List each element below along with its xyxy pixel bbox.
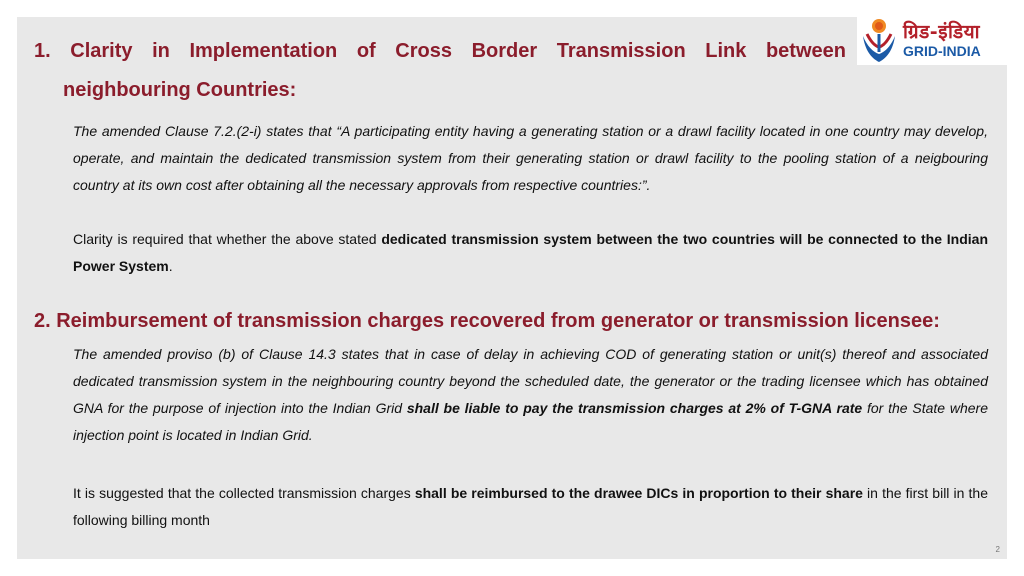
grid-india-logo: [857, 15, 1007, 65]
section1-clarity-paragraph: [73, 226, 988, 280]
heading-word: Clarity: [70, 40, 133, 62]
text-run: The amended proviso (b) of Clause 14.3 states that in case of delay in achieving COD of generating station or unit(s) thereof and associated dedicated transmission system in the neighbouring country beyond the scheduled date, the generator or the trading licensee which has obtained GNA for the purpose of injection into the Indian Grid: [73, 346, 988, 416]
heading-word: Implementation: [189, 40, 338, 62]
emphasis-text: shall be reimbursed to the drawee DICs in proportion to their share: [414, 485, 863, 501]
logo-english-text: GRID-INDIA: [903, 42, 981, 59]
text-run: for the State where injection point is located in Indian Grid.: [73, 400, 988, 443]
grid-india-emblem-icon: [857, 16, 901, 64]
heading-word: Cross: [395, 40, 452, 62]
text-run: in the first bill in the following billing month: [73, 485, 988, 528]
heading-word: Border: [471, 40, 538, 62]
heading-word: Transmission: [556, 40, 686, 62]
text-run: .: [168, 258, 173, 274]
logo-hindi-text: ग्रिड-इंडिया: [903, 20, 981, 43]
section2-heading: 2. Reimbursement of transmission charges recovered from generator or transmission licensee:: [34, 310, 940, 332]
section1-heading-line1: [34, 40, 846, 63]
text-run: It is suggested that the collected transmission charges: [73, 485, 415, 501]
section1-clause-quote: The amended Clause 7.2.(2-i) states that “A participating entity having a generating station or a drawl facility located in one country may develop, operate, and maintain the dedicated transmission system from their generating station or drawl facility to the pooling station of a neigbouring country at its own cost after obtaining all the necessary approvals from respective countries:”.: [73, 123, 988, 193]
heading-word: Link: [705, 40, 747, 62]
heading-word: in: [152, 40, 170, 62]
page-number: 2: [995, 545, 1000, 554]
section2-suggestion-paragraph: [73, 480, 988, 534]
text-run: Clarity is required that whether the above stated: [73, 231, 382, 247]
heading-word: between: [765, 40, 846, 62]
section1-number: 1.: [34, 40, 51, 62]
emphasis-text: dedicated transmission system between the two countries will be connected to the Indian Power System: [73, 231, 988, 274]
section1-heading-line2: neighbouring Countries:: [63, 79, 297, 101]
emphasis-text: shall be liable to pay the transmission charges at 2% of T-GNA rate: [406, 400, 863, 416]
heading-word: of: [356, 40, 376, 62]
section2-proviso-paragraph: [73, 341, 988, 449]
